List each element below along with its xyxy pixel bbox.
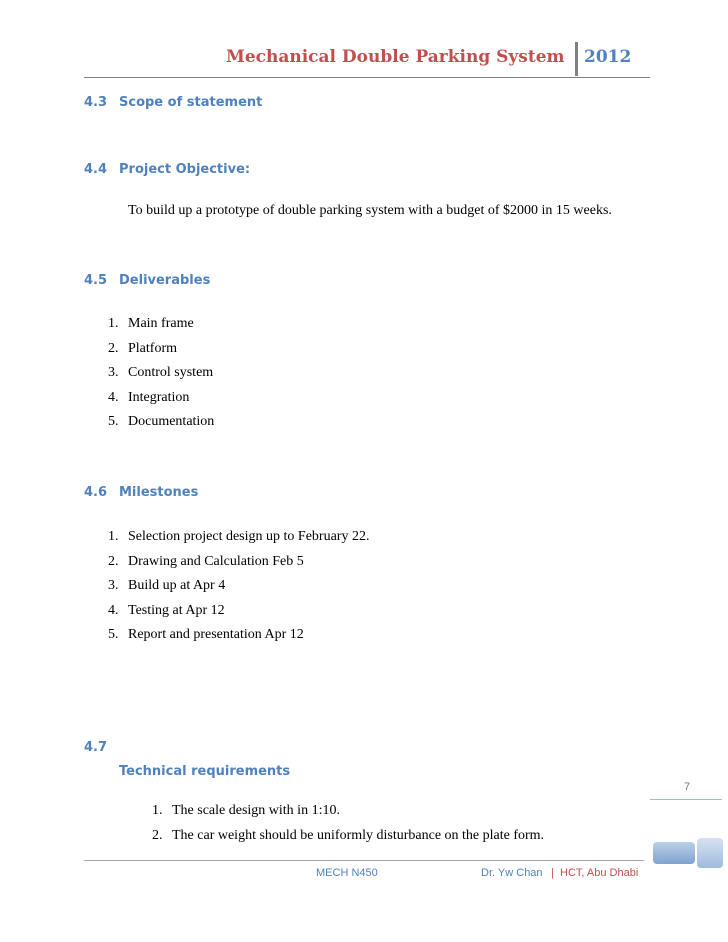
list-number: 2. (108, 340, 119, 356)
list-text: Integration (128, 389, 190, 405)
section-title: Milestones (119, 485, 199, 500)
footer-course: MECH N450 (316, 867, 378, 879)
list-item (108, 602, 369, 627)
document-year: 2012 (584, 47, 632, 67)
list-item (108, 528, 369, 553)
list-text: The scale design with in 1:10. (172, 803, 340, 818)
list-item (108, 413, 214, 438)
objective-text: To build up a prototype of double parking system with a budget of $2000 in 15 weeks. (128, 203, 612, 218)
list-text: Report and presentation Apr 12 (128, 627, 304, 642)
list-text: Control system (128, 365, 214, 380)
deliverables-list (108, 315, 214, 438)
list-text: The car weight should be uniformly disturbance on the plate form. (172, 827, 545, 843)
list-item (108, 315, 214, 340)
list-item (108, 340, 214, 365)
list-number: 2. (108, 553, 119, 569)
list-item (108, 364, 214, 389)
page-tab-rule (650, 799, 722, 800)
page-tab-decoration (653, 842, 695, 864)
list-item (108, 577, 369, 602)
section-title: Deliverables (119, 273, 211, 288)
list-number: 5. (108, 414, 119, 429)
footer-rule (84, 860, 644, 861)
section-number: 4.5 (84, 273, 108, 288)
list-item (152, 827, 544, 852)
list-item (152, 802, 544, 827)
list-text: Main frame (128, 316, 194, 331)
section-number: 4.6 (84, 485, 108, 500)
list-item (108, 626, 369, 651)
section-title: Project Objective: (119, 162, 251, 177)
document-title: Mechanical Double Parking System (226, 47, 565, 67)
section-number: 4.3 (84, 95, 108, 110)
list-number: 4. (108, 602, 119, 618)
list-text: Platform (128, 340, 177, 356)
list-text: Testing at Apr 12 (128, 602, 225, 618)
header-rule (84, 77, 650, 78)
section-4-6-heading (84, 485, 198, 500)
list-number: 2. (152, 827, 163, 843)
list-number: 4. (108, 389, 119, 405)
section-number: 4.4 (84, 162, 108, 177)
list-item (108, 389, 214, 414)
section-title: Scope of statement (119, 95, 263, 110)
list-text: Documentation (128, 414, 215, 429)
footer-separator: | (551, 867, 554, 879)
list-item (108, 553, 369, 578)
list-number: 1. (108, 529, 119, 544)
section-4-3-heading (84, 95, 262, 110)
header-separator (575, 42, 578, 76)
footer-institution: HCT, Abu Dhabi (560, 867, 639, 879)
list-text: Selection project design up to February 22. (128, 529, 370, 544)
page-tab-decoration (697, 838, 723, 868)
list-number: 1. (108, 316, 119, 331)
section-4-5-heading (84, 273, 210, 288)
list-number: 1. (152, 803, 163, 818)
list-number: 3. (108, 578, 119, 593)
section-4-7-title: Technical requirements (119, 764, 291, 779)
list-number: 5. (108, 627, 119, 642)
footer-author: Dr. Yw Chan (481, 867, 543, 879)
list-text: Build up at Apr 4 (128, 578, 226, 593)
section-4-4-heading (84, 162, 250, 177)
list-text: Drawing and Calculation Feb 5 (128, 553, 304, 569)
page-number: 7 (684, 781, 691, 793)
list-number: 3. (108, 365, 119, 380)
section-4-7-number: 4.7 (84, 740, 108, 755)
technical-requirements-list (152, 802, 544, 851)
milestones-list (108, 528, 369, 651)
